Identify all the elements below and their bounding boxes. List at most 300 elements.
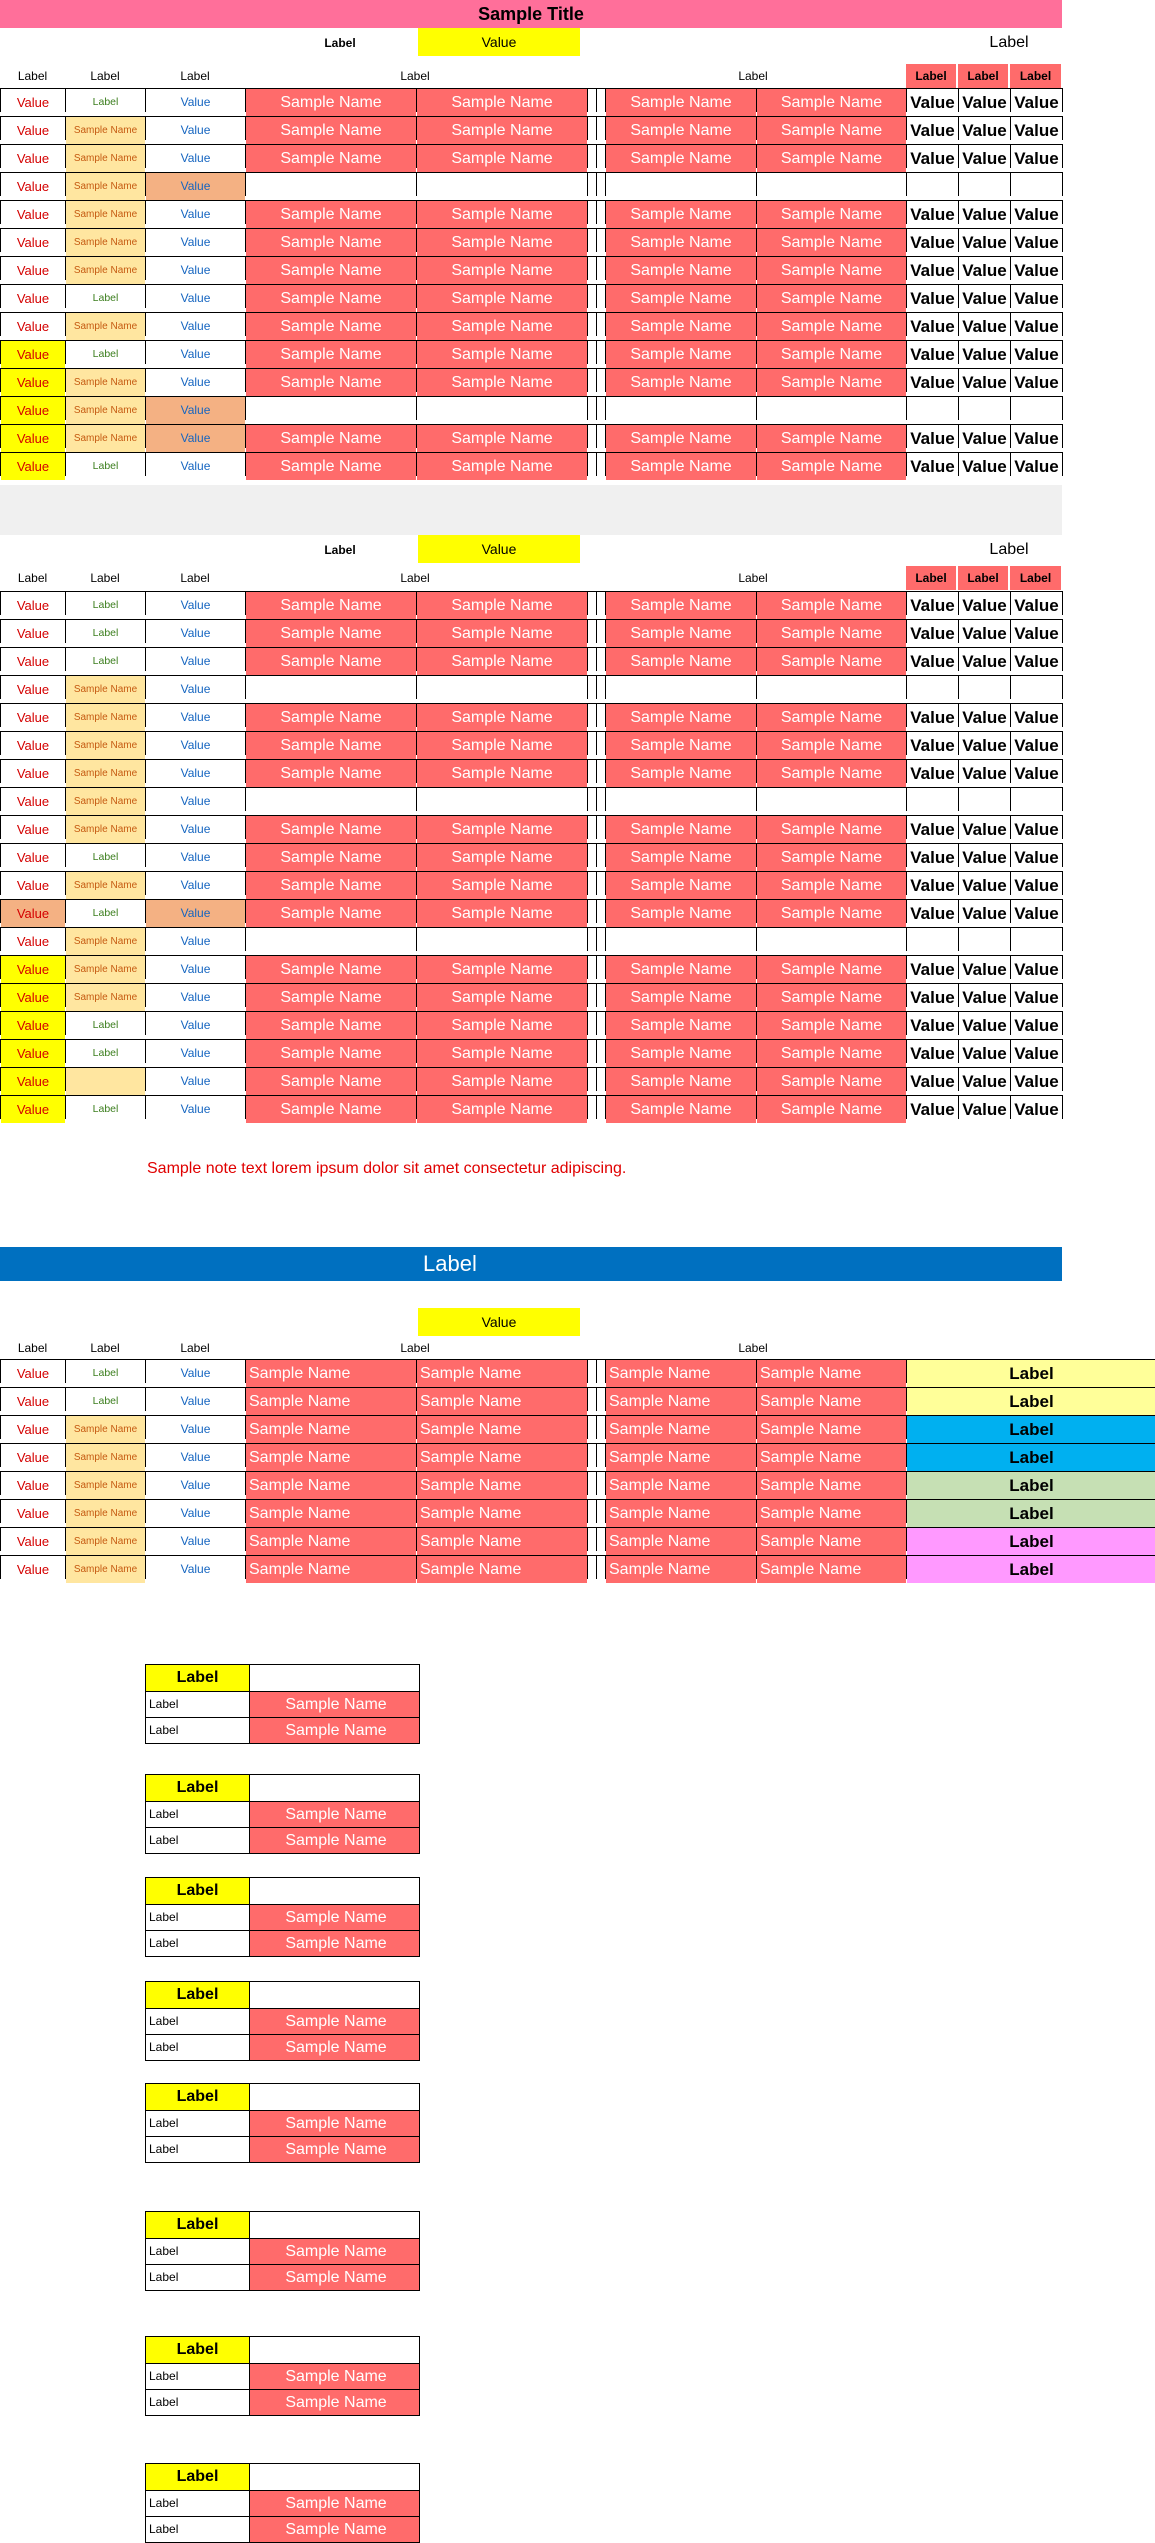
set1-score: Value [907, 201, 958, 228]
player-name: Sample Name [246, 732, 416, 759]
set1-score [907, 676, 958, 703]
player-name: Sample Name [757, 1012, 906, 1039]
date-cell: Value [1, 89, 65, 116]
set3-score: Value [1011, 425, 1062, 452]
spacer-cell [588, 704, 596, 731]
spacer-cell [588, 732, 596, 759]
winner-box [145, 2463, 420, 2543]
set1-score: Value [907, 704, 958, 731]
col-set3: Label [1010, 64, 1061, 88]
campeon-name: Sample Name [250, 2009, 419, 2034]
player-name: Sample Name [246, 1472, 416, 1499]
set3-score: Value [1011, 620, 1062, 647]
player-name: Sample Name [757, 1556, 906, 1583]
court-cell: Label [66, 1012, 145, 1039]
spacer-cell [588, 425, 596, 452]
segundo-label: Label [146, 1718, 250, 1743]
spacer-cell [588, 900, 596, 927]
date-cell: Value [1, 1012, 65, 1039]
time-cell: Value [146, 984, 245, 1011]
campeon-name: Sample Name [250, 2111, 419, 2136]
spacer-cell [597, 620, 605, 647]
date-cell: Value [1, 1360, 65, 1387]
category-cell: Label [907, 1360, 1155, 1387]
col-pista-2: Label [90, 571, 120, 585]
col-fecha-3: Label [17, 1341, 48, 1355]
winner-box-blank [250, 2084, 419, 2110]
campeon-name: Sample Name [250, 1692, 419, 1717]
player-name: Sample Name [757, 1360, 906, 1387]
court-cell: Sample Name [66, 676, 145, 703]
spacer-cell [588, 341, 596, 368]
player-name: Sample Name [417, 816, 587, 843]
player-name: Sample Name [417, 1500, 587, 1527]
date-cell: Value [1, 369, 65, 396]
player-name: Sample Name [417, 369, 587, 396]
set1-score: Value [907, 117, 958, 144]
player-name: Sample Name [417, 704, 587, 731]
set1-score: Value [907, 257, 958, 284]
match-row [0, 172, 1063, 196]
segundo-label: Label [146, 2517, 250, 2542]
set2-score: Value [959, 900, 1010, 927]
court-cell [66, 1068, 145, 1095]
player-name: Sample Name [417, 1444, 587, 1471]
player-name: Sample Name [246, 1388, 416, 1415]
player-name [417, 928, 587, 955]
court-cell: Sample Name [66, 704, 145, 731]
player-name: Sample Name [606, 984, 756, 1011]
set1-score: Value [907, 620, 958, 647]
category-cell: Label [907, 1556, 1155, 1583]
set1-score [907, 173, 958, 200]
player-name: Sample Name [606, 900, 756, 927]
segundo-name: Sample Name [250, 2035, 419, 2060]
player-name: Sample Name [246, 872, 416, 899]
set1-score: Value [907, 229, 958, 256]
winner-box-title: Label [146, 2337, 250, 2363]
campeon-name: Sample Name [250, 2491, 419, 2516]
set2-score [959, 173, 1010, 200]
match-row [0, 843, 1063, 867]
date-cell: Value [1, 1556, 65, 1583]
time-cell: Value [146, 1360, 245, 1387]
set1-score: Value [907, 369, 958, 396]
col-pareja1-2: Label [400, 571, 430, 585]
set1-score: Value [907, 648, 958, 675]
player-name: Sample Name [246, 1500, 416, 1527]
date-cell: Value [1, 648, 65, 675]
player-name: Sample Name [606, 956, 756, 983]
court-cell: Sample Name [66, 984, 145, 1011]
player-name: Sample Name [246, 257, 416, 284]
player-name [246, 928, 416, 955]
set3-score: Value [1011, 816, 1062, 843]
spacer-cell [588, 1528, 596, 1555]
set2-score: Value [959, 1040, 1010, 1067]
player-name: Sample Name [757, 117, 906, 144]
date-cell: Value [1, 173, 65, 200]
segundo-label: Label [146, 2035, 250, 2060]
spacer-cell [597, 1360, 605, 1387]
match-row [0, 396, 1063, 420]
court-cell: Sample Name [66, 145, 145, 172]
set2-score: Value [959, 592, 1010, 619]
player-name [246, 397, 416, 424]
set2-score [959, 676, 1010, 703]
match-row [0, 312, 1063, 336]
court-cell: Label [66, 648, 145, 675]
time-cell: Value [146, 173, 245, 200]
winner-box-blank [250, 1982, 419, 2008]
time-cell: Value [146, 341, 245, 368]
col-hora-2: Label [180, 571, 210, 585]
spacer-cell [597, 229, 605, 256]
spacer-cell [588, 1388, 596, 1415]
category-cell: Label [907, 1416, 1155, 1443]
spacer-cell [588, 453, 596, 480]
player-name: Sample Name [757, 1500, 906, 1527]
player-name [606, 676, 756, 703]
player-name [757, 928, 906, 955]
court-cell: Sample Name [66, 928, 145, 955]
spacer-cell [597, 1528, 605, 1555]
match-row [0, 256, 1063, 280]
time-cell: Value [146, 1388, 245, 1415]
spacer-cell [588, 956, 596, 983]
court-cell: Sample Name [66, 1528, 145, 1555]
player-name: Sample Name [417, 872, 587, 899]
date-cell: Value [1, 341, 65, 368]
set2-score: Value [959, 285, 1010, 312]
category-cell: Label [907, 1500, 1155, 1527]
spacer-cell [588, 1444, 596, 1471]
spacer-cell [597, 1388, 605, 1415]
segundo-label: Label [146, 1828, 250, 1853]
set2-score: Value [959, 648, 1010, 675]
segundo-name: Sample Name [250, 2390, 419, 2415]
winner-box-blank [250, 1775, 419, 1801]
set3-score: Value [1011, 844, 1062, 871]
player-name [757, 397, 906, 424]
time-cell: Value [146, 620, 245, 647]
set2-score: Value [959, 844, 1010, 871]
segundo-name: Sample Name [250, 1931, 419, 1956]
player-name: Sample Name [417, 1556, 587, 1583]
player-name: Sample Name [757, 313, 906, 340]
match-row [0, 200, 1063, 224]
match-row [0, 871, 1063, 895]
court-cell: Sample Name [66, 732, 145, 759]
set1-score: Value [907, 425, 958, 452]
spacer-cell [597, 453, 605, 480]
jornada2-header [0, 535, 1062, 565]
set3-score: Value [1011, 648, 1062, 675]
time-cell: Value [146, 1444, 245, 1471]
time-cell: Value [146, 900, 245, 927]
player-name: Sample Name [246, 956, 416, 983]
player-name: Sample Name [757, 592, 906, 619]
set1-score: Value [907, 956, 958, 983]
winner-box [145, 2083, 420, 2163]
match-row [0, 1095, 1063, 1119]
spacer-cell [588, 201, 596, 228]
spacer-cell [597, 117, 605, 144]
col-hora-3: Label [180, 1341, 210, 1355]
time-cell: Value [146, 648, 245, 675]
time-cell: Value [146, 425, 245, 452]
player-name: Sample Name [417, 1012, 587, 1039]
campeon-name: Sample Name [250, 2364, 419, 2389]
set3-score [1011, 173, 1062, 200]
player-name: Sample Name [606, 425, 756, 452]
winner-box-title: Label [146, 1982, 250, 2008]
time-cell: Value [146, 89, 245, 116]
spacer-cell [597, 201, 605, 228]
col-set2: Label [958, 64, 1008, 88]
player-name: Sample Name [246, 1528, 416, 1555]
final-row [0, 1415, 1155, 1439]
set2-score: Value [959, 369, 1010, 396]
set2-score: Value [959, 704, 1010, 731]
spacer-cell [588, 928, 596, 955]
set2-score: Value [959, 425, 1010, 452]
player-name: Sample Name [757, 89, 906, 116]
spacer-cell [597, 844, 605, 871]
time-cell: Value [146, 145, 245, 172]
player-name [757, 788, 906, 815]
time-cell: Value [146, 1472, 245, 1499]
court-cell: Sample Name [66, 956, 145, 983]
match-row [0, 759, 1063, 783]
spacer-cell [597, 900, 605, 927]
date-cell: Value [1, 816, 65, 843]
set3-score: Value [1011, 341, 1062, 368]
player-name: Sample Name [606, 1472, 756, 1499]
set3-score: Value [1011, 285, 1062, 312]
spacer-cell [588, 397, 596, 424]
player-name: Sample Name [417, 453, 587, 480]
set1-score: Value [907, 285, 958, 312]
match-row [0, 228, 1063, 252]
player-name: Sample Name [246, 453, 416, 480]
page-title: Sample Title [0, 0, 1062, 28]
spacer-cell [588, 145, 596, 172]
spacer-cell [588, 257, 596, 284]
spacer-cell [597, 816, 605, 843]
time-cell: Value [146, 956, 245, 983]
campeon-label: Label [146, 2009, 250, 2034]
col-pareja1: Label [400, 69, 430, 83]
set1-score: Value [907, 816, 958, 843]
court-cell: Label [66, 1040, 145, 1067]
date-cell: Value [1, 285, 65, 312]
final-row [0, 1471, 1155, 1495]
spacer-cell [588, 760, 596, 787]
player-name: Sample Name [757, 453, 906, 480]
date-cell: Value [1, 1068, 65, 1095]
winner-box [145, 1981, 420, 2061]
col-pista: Label [90, 69, 120, 83]
winner-box [145, 1877, 420, 1957]
spacer-cell [597, 173, 605, 200]
col-pareja2: Label [738, 69, 768, 83]
match-row [0, 927, 1063, 951]
spacer-cell [588, 1416, 596, 1443]
player-name: Sample Name [246, 1012, 416, 1039]
player-name: Sample Name [246, 704, 416, 731]
winner-box-title: Label [146, 1665, 250, 1691]
court-cell: Label [66, 844, 145, 871]
col-pareja2-3: Label [738, 1341, 768, 1355]
set2-score [959, 397, 1010, 424]
category-cell: Label [907, 1444, 1155, 1471]
spacer-cell [597, 1096, 605, 1123]
set1-score: Value [907, 592, 958, 619]
set2-score: Value [959, 872, 1010, 899]
player-name [757, 676, 906, 703]
time-cell: Value [146, 676, 245, 703]
player-name: Sample Name [246, 369, 416, 396]
player-name: Sample Name [757, 1416, 906, 1443]
spacer-cell [597, 788, 605, 815]
player-name: Sample Name [417, 844, 587, 871]
jornada2-col-headers [0, 566, 1062, 590]
spacer-cell [588, 369, 596, 396]
date-cell: Value [1, 1500, 65, 1527]
match-row [0, 88, 1063, 112]
set3-score: Value [1011, 89, 1062, 116]
col-set1: Label [906, 64, 956, 88]
campeon-label: Label [146, 2239, 250, 2264]
time-cell: Value [146, 732, 245, 759]
player-name: Sample Name [417, 900, 587, 927]
time-cell: Value [146, 844, 245, 871]
time-cell: Value [146, 1416, 245, 1443]
court-cell: Label [66, 89, 145, 116]
spacer-cell [597, 1556, 605, 1583]
time-cell: Value [146, 788, 245, 815]
campeon-name: Sample Name [250, 1905, 419, 1930]
jornada1-label: Label [324, 36, 356, 50]
set3-score: Value [1011, 760, 1062, 787]
winner-box-blank [250, 2337, 419, 2363]
col-hora: Label [180, 69, 210, 83]
court-cell: Sample Name [66, 369, 145, 396]
player-name: Sample Name [606, 1096, 756, 1123]
spacer-cell [597, 956, 605, 983]
court-cell: Sample Name [66, 872, 145, 899]
set2-score: Value [959, 732, 1010, 759]
set1-score: Value [907, 900, 958, 927]
date-cell: Value [1, 956, 65, 983]
set2-score: Value [959, 760, 1010, 787]
court-cell: Sample Name [66, 397, 145, 424]
spacer-cell [597, 397, 605, 424]
final-row [0, 1443, 1155, 1467]
set1-score: Value [907, 341, 958, 368]
results-label: Label [989, 34, 1029, 51]
player-name: Sample Name [606, 620, 756, 647]
player-name: Sample Name [417, 1388, 587, 1415]
spacer-cell [597, 341, 605, 368]
player-name: Sample Name [606, 369, 756, 396]
set3-score: Value [1011, 117, 1062, 144]
time-cell: Value [146, 369, 245, 396]
set1-score: Value [907, 313, 958, 340]
set2-score: Value [959, 201, 1010, 228]
date-cell: Value [1, 117, 65, 144]
match-row [0, 703, 1063, 727]
campeon-name: Sample Name [250, 2239, 419, 2264]
jornada1-col-headers [0, 64, 1062, 88]
set2-score: Value [959, 1012, 1010, 1039]
spacer-cell [597, 1040, 605, 1067]
winner-box-title: Label [146, 2084, 250, 2110]
set3-score: Value [1011, 369, 1062, 396]
player-name: Sample Name [417, 592, 587, 619]
player-name: Sample Name [246, 1416, 416, 1443]
set3-score [1011, 928, 1062, 955]
player-name: Sample Name [246, 341, 416, 368]
spacer-cell [597, 676, 605, 703]
set3-score: Value [1011, 229, 1062, 256]
player-name: Sample Name [246, 648, 416, 675]
jornada2-date: Value [418, 535, 580, 563]
set2-score: Value [959, 620, 1010, 647]
player-name: Sample Name [417, 201, 587, 228]
player-name [246, 788, 416, 815]
time-cell: Value [146, 1068, 245, 1095]
player-name: Sample Name [606, 313, 756, 340]
set3-score: Value [1011, 145, 1062, 172]
segundo-name: Sample Name [250, 1828, 419, 1853]
col-fecha-2: Label [17, 571, 48, 585]
segundo-label: Label [146, 2265, 250, 2290]
player-name: Sample Name [757, 1096, 906, 1123]
player-name: Sample Name [606, 816, 756, 843]
set1-score: Value [907, 1096, 958, 1123]
player-name: Sample Name [417, 1360, 587, 1387]
spacer-cell [597, 1500, 605, 1527]
spacer-cell [588, 173, 596, 200]
court-cell: Sample Name [66, 788, 145, 815]
date-cell: Value [1, 1472, 65, 1499]
campeon-label: Label [146, 2111, 250, 2136]
spacer-cell [588, 1360, 596, 1387]
player-name: Sample Name [417, 257, 587, 284]
player-name: Sample Name [757, 229, 906, 256]
player-name: Sample Name [246, 89, 416, 116]
player-name [757, 173, 906, 200]
time-cell: Value [146, 313, 245, 340]
match-row [0, 675, 1063, 699]
match-row [0, 116, 1063, 140]
winner-box [145, 2211, 420, 2291]
player-name: Sample Name [757, 844, 906, 871]
set2-score: Value [959, 145, 1010, 172]
player-name: Sample Name [606, 201, 756, 228]
player-name: Sample Name [757, 1068, 906, 1095]
player-name: Sample Name [757, 900, 906, 927]
set3-score [1011, 676, 1062, 703]
player-name: Sample Name [246, 285, 416, 312]
set2-score: Value [959, 816, 1010, 843]
spacer-cell [597, 313, 605, 340]
court-cell: Sample Name [66, 760, 145, 787]
spacer-cell [597, 369, 605, 396]
winner-box-blank [250, 2464, 419, 2490]
